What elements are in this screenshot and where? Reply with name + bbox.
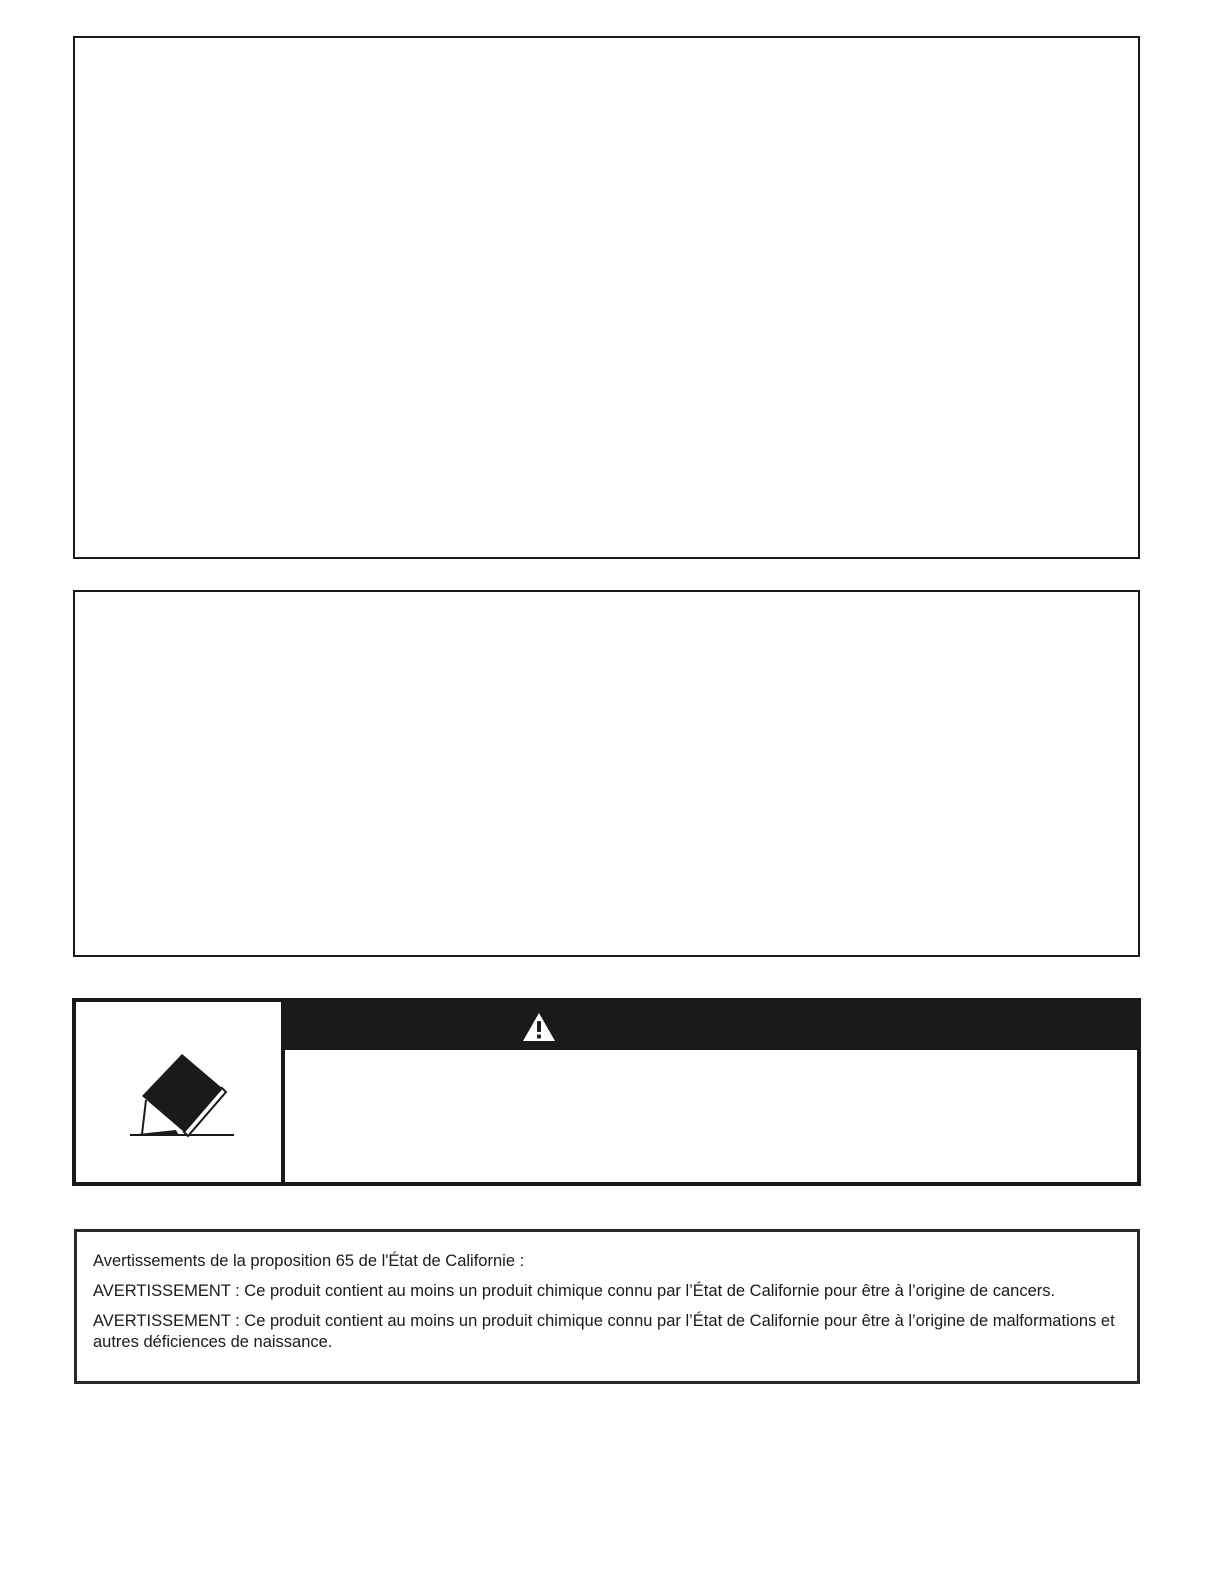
prop65-heading: Avertissements de la proposition 65 de l'État de Californie :: [93, 1252, 525, 1270]
top-content-box: [73, 36, 1140, 559]
prop65-cancer-warning: AVERTISSEMENT : Ce produit contient au moins un produit chimique connu par l’État de Californie pour être à l’origine de cancers.: [93, 1282, 1056, 1300]
prop65-birth-defects-warning: AVERTISSEMENT : Ce produit contient au moins un produit chimique connu par l’État de Californie pour être à l’origine de malformations et autres déficiences de naissance.: [93, 1312, 1115, 1351]
tip-over-icon-cell: [76, 1002, 285, 1182]
tip-over-warning-box: [72, 998, 1141, 1186]
warning-header-bar: [285, 1002, 1137, 1050]
warning-triangle-icon: [522, 1012, 556, 1042]
prop65-warning-box: [74, 1229, 1140, 1384]
middle-content-box: [73, 590, 1140, 957]
tip-over-icon: [124, 1048, 236, 1140]
